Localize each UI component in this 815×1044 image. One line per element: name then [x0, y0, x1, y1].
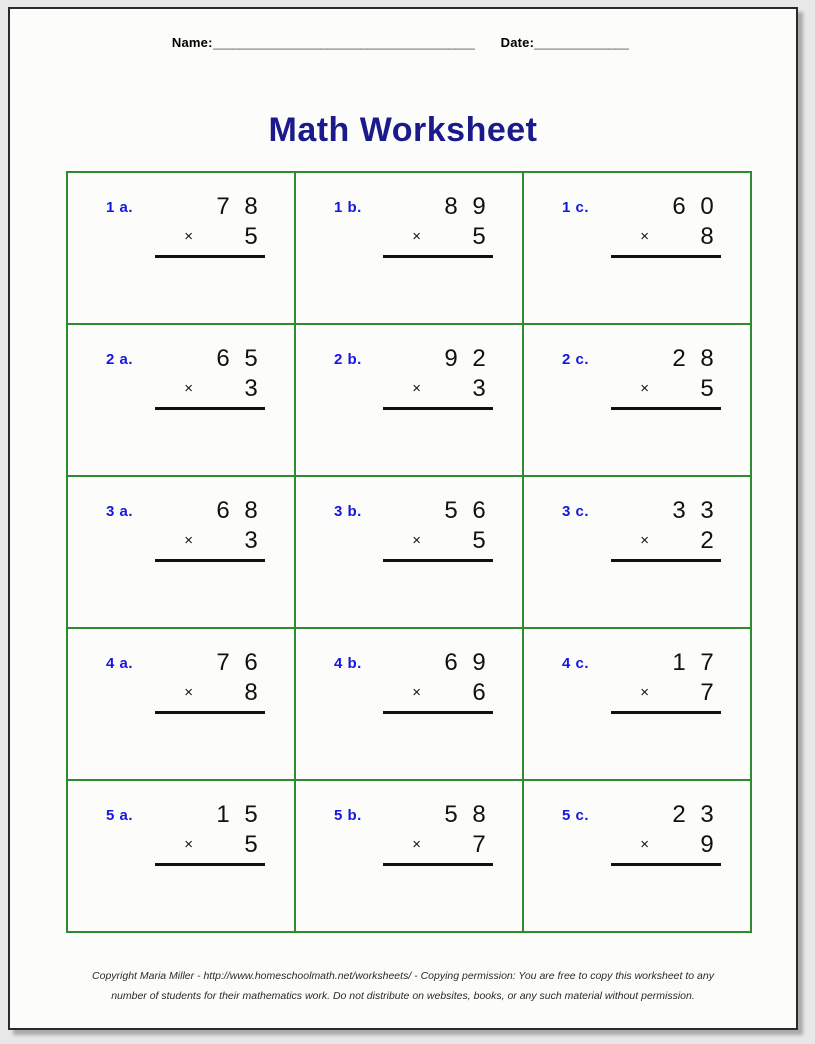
answer-rule: [383, 711, 493, 714]
multiply-icon: ×: [640, 684, 649, 701]
multiplicand-ones-digit: 5: [244, 801, 258, 828]
problem-cell[interactable]: [67, 476, 295, 628]
problem-label: 1 c.: [562, 199, 590, 216]
multiplication-stack: [609, 497, 721, 562]
multiplier-digit: 5: [244, 223, 258, 250]
multiplication-stack: [609, 649, 721, 714]
multiplier-digit: 5: [700, 375, 714, 402]
multiplier-row: [381, 831, 493, 861]
multiplier-row: [381, 223, 493, 253]
multiplicand-tens-digit: 2: [672, 801, 686, 828]
multiplicand-tens-digit: 8: [444, 193, 458, 220]
multiplier-row: [153, 223, 265, 253]
multiplicand-tens-digit: 5: [444, 497, 458, 524]
multiplicand-ones-digit: 5: [244, 345, 258, 372]
multiplicand-row: [609, 345, 721, 375]
problem-label: 1 b.: [334, 199, 362, 216]
problem-5c: [524, 781, 750, 931]
multiply-icon: ×: [640, 836, 649, 853]
problem-cell[interactable]: [67, 780, 295, 932]
problem-label: 2 a.: [106, 351, 134, 368]
multiplier-digit: 3: [244, 375, 258, 402]
multiplicand-ones-digit: 2: [472, 345, 486, 372]
problem-cell[interactable]: [67, 172, 295, 324]
answer-rule: [611, 559, 721, 562]
answer-rule: [383, 559, 493, 562]
problem-cell[interactable]: [295, 628, 523, 780]
multiplier-row: [609, 375, 721, 405]
multiplicand-row: [381, 801, 493, 831]
answer-rule: [611, 863, 721, 866]
multiplicand-row: [609, 801, 721, 831]
problem-label: 5 b.: [334, 807, 362, 824]
copyright-footer: [10, 967, 796, 1006]
answer-rule: [383, 863, 493, 866]
multiply-icon: ×: [412, 532, 421, 549]
multiplicand-ones-digit: 3: [700, 801, 714, 828]
multiplier-digit: 8: [244, 679, 258, 706]
problem-label: 5 a.: [106, 807, 134, 824]
problem-2b: [296, 325, 522, 475]
multiply-icon: ×: [412, 684, 421, 701]
problem-2a: [68, 325, 294, 475]
multiplicand-ones-digit: 0: [700, 193, 714, 220]
multiplicand-ones-digit: 6: [472, 497, 486, 524]
multiplication-stack: [153, 801, 265, 866]
multiplication-stack: [381, 649, 493, 714]
multiplier-row: [609, 527, 721, 557]
multiplicand-tens-digit: 5: [444, 801, 458, 828]
problem-label: 3 b.: [334, 503, 362, 520]
multiply-icon: ×: [184, 532, 193, 549]
problem-5b: [296, 781, 522, 931]
problem-3b: [296, 477, 522, 627]
name-input-rule[interactable]: _______________________________________: [212, 35, 475, 50]
multiply-icon: ×: [184, 380, 193, 397]
problem-2c: [524, 325, 750, 475]
multiply-icon: ×: [640, 532, 649, 549]
multiplicand-ones-digit: 8: [472, 801, 486, 828]
problem-4b: [296, 629, 522, 779]
multiplicand-row: [609, 649, 721, 679]
multiplicand-tens-digit: 7: [216, 649, 230, 676]
multiply-icon: ×: [184, 228, 193, 245]
multiplication-stack: [609, 801, 721, 866]
answer-rule: [611, 711, 721, 714]
multiplier-row: [609, 831, 721, 861]
multiplicand-row: [381, 345, 493, 375]
answer-rule: [155, 863, 265, 866]
multiplicand-row: [153, 649, 265, 679]
problem-cell[interactable]: [67, 628, 295, 780]
multiplicand-tens-digit: 6: [216, 497, 230, 524]
copyright-line-2: number of students for their mathematics work. Do not distribute on websites, books, or any such material without permission.: [111, 989, 695, 1002]
table-row: [67, 324, 751, 476]
copyright-line-1: Copyright Maria Miller - http://www.homeschoolmath.net/worksheets/ - Copying permission: You are free to copy this worksheet to any: [92, 970, 714, 983]
problem-1c: [524, 173, 750, 323]
problem-grid: [66, 171, 752, 933]
multiplication-stack: [153, 649, 265, 714]
answer-rule: [611, 407, 721, 410]
problem-label: 4 b.: [334, 655, 362, 672]
multiplicand-row: [609, 193, 721, 223]
answer-rule: [155, 255, 265, 258]
date-label: Date:: [500, 35, 535, 50]
problem-cell[interactable]: [523, 172, 751, 324]
multiplicand-ones-digit: 8: [244, 497, 258, 524]
problem-3a: [68, 477, 294, 627]
multiplier-row: [381, 375, 493, 405]
problem-4a: [68, 629, 294, 779]
multiplicand-row: [381, 497, 493, 527]
multiplier-row: [153, 527, 265, 557]
multiplier-row: [609, 679, 721, 709]
problem-1a: [68, 173, 294, 323]
multiplicand-tens-digit: 1: [672, 649, 686, 676]
multiplication-stack: [381, 345, 493, 410]
multiplicand-tens-digit: 3: [672, 497, 686, 524]
multiplicand-ones-digit: 9: [472, 649, 486, 676]
multiply-icon: ×: [412, 836, 421, 853]
multiplicand-ones-digit: 7: [700, 649, 714, 676]
multiplicand-ones-digit: 9: [472, 193, 486, 220]
multiplier-digit: 7: [700, 679, 714, 706]
multiplier-digit: 9: [700, 831, 714, 858]
multiply-icon: ×: [412, 380, 421, 397]
answer-rule: [155, 711, 265, 714]
problem-cell[interactable]: [523, 780, 751, 932]
problem-label: 2 b.: [334, 351, 362, 368]
page-title: Math Worksheet: [268, 111, 538, 149]
multiplier-digit: 5: [472, 223, 486, 250]
multiplication-stack: [153, 497, 265, 562]
multiplier-row: [381, 679, 493, 709]
multiplier-row: [381, 527, 493, 557]
multiply-icon: ×: [184, 836, 193, 853]
multiplier-digit: 6: [472, 679, 486, 706]
multiplier-row: [153, 679, 265, 709]
problem-cell[interactable]: [295, 324, 523, 476]
multiply-icon: ×: [184, 684, 193, 701]
multiplication-stack: [381, 497, 493, 562]
multiply-icon: ×: [640, 380, 649, 397]
problem-label: 3 c.: [562, 503, 590, 520]
problem-cell[interactable]: [295, 476, 523, 628]
problem-5a: [68, 781, 294, 931]
worksheet-page: [8, 7, 798, 1030]
multiply-icon: ×: [640, 228, 649, 245]
multiplicand-ones-digit: 8: [700, 345, 714, 372]
multiplicand-tens-digit: 6: [216, 345, 230, 372]
multiplication-stack: [153, 193, 265, 258]
problem-cell[interactable]: [523, 476, 751, 628]
problem-4c: [524, 629, 750, 779]
problem-label: 2 c.: [562, 351, 590, 368]
name-date-header: [10, 35, 796, 59]
date-input-rule[interactable]: ______________: [534, 35, 629, 50]
multiplicand-row: [153, 801, 265, 831]
table-row: [67, 476, 751, 628]
multiplier-digit: 5: [472, 527, 486, 554]
multiply-icon: ×: [412, 228, 421, 245]
problem-cell[interactable]: [523, 324, 751, 476]
multiplier-digit: 7: [472, 831, 486, 858]
name-label: Name:: [171, 35, 213, 50]
multiplicand-tens-digit: 6: [444, 649, 458, 676]
answer-rule: [611, 255, 721, 258]
multiplier-digit: 3: [244, 527, 258, 554]
problem-cell[interactable]: [67, 324, 295, 476]
multiplicand-tens-digit: 9: [444, 345, 458, 372]
problem-label: 3 a.: [106, 503, 134, 520]
multiplicand-row: [153, 345, 265, 375]
multiplication-stack: [609, 345, 721, 410]
problem-label: 4 a.: [106, 655, 134, 672]
multiplication-stack: [609, 193, 721, 258]
answer-rule: [155, 559, 265, 562]
multiplication-stack: [381, 801, 493, 866]
problem-label: 4 c.: [562, 655, 590, 672]
multiplier-digit: 3: [472, 375, 486, 402]
answer-rule: [383, 407, 493, 410]
table-row: [67, 780, 751, 932]
multiplier-row: [609, 223, 721, 253]
multiplicand-ones-digit: 6: [244, 649, 258, 676]
problem-1b: [296, 173, 522, 323]
multiplicand-ones-digit: 8: [244, 193, 258, 220]
table-row: [67, 628, 751, 780]
problem-cell[interactable]: [295, 172, 523, 324]
multiplier-row: [153, 375, 265, 405]
multiplicand-row: [609, 497, 721, 527]
multiplicand-tens-digit: 1: [216, 801, 230, 828]
multiplicand-tens-digit: 6: [672, 193, 686, 220]
multiplier-digit: 8: [700, 223, 714, 250]
problem-label: 5 c.: [562, 807, 590, 824]
multiplicand-ones-digit: 3: [700, 497, 714, 524]
table-row: [67, 172, 751, 324]
multiplicand-row: [381, 649, 493, 679]
multiplication-stack: [153, 345, 265, 410]
multiplicand-row: [153, 193, 265, 223]
problem-label: 1 a.: [106, 199, 134, 216]
answer-rule: [155, 407, 265, 410]
multiplication-stack: [381, 193, 493, 258]
multiplier-digit: 5: [244, 831, 258, 858]
multiplier-digit: 2: [700, 527, 714, 554]
answer-rule: [383, 255, 493, 258]
problem-cell[interactable]: [295, 780, 523, 932]
multiplier-row: [153, 831, 265, 861]
problem-cell[interactable]: [523, 628, 751, 780]
multiplicand-row: [381, 193, 493, 223]
multiplicand-tens-digit: 2: [672, 345, 686, 372]
multiplicand-row: [153, 497, 265, 527]
problem-3c: [524, 477, 750, 627]
multiplicand-tens-digit: 7: [216, 193, 230, 220]
